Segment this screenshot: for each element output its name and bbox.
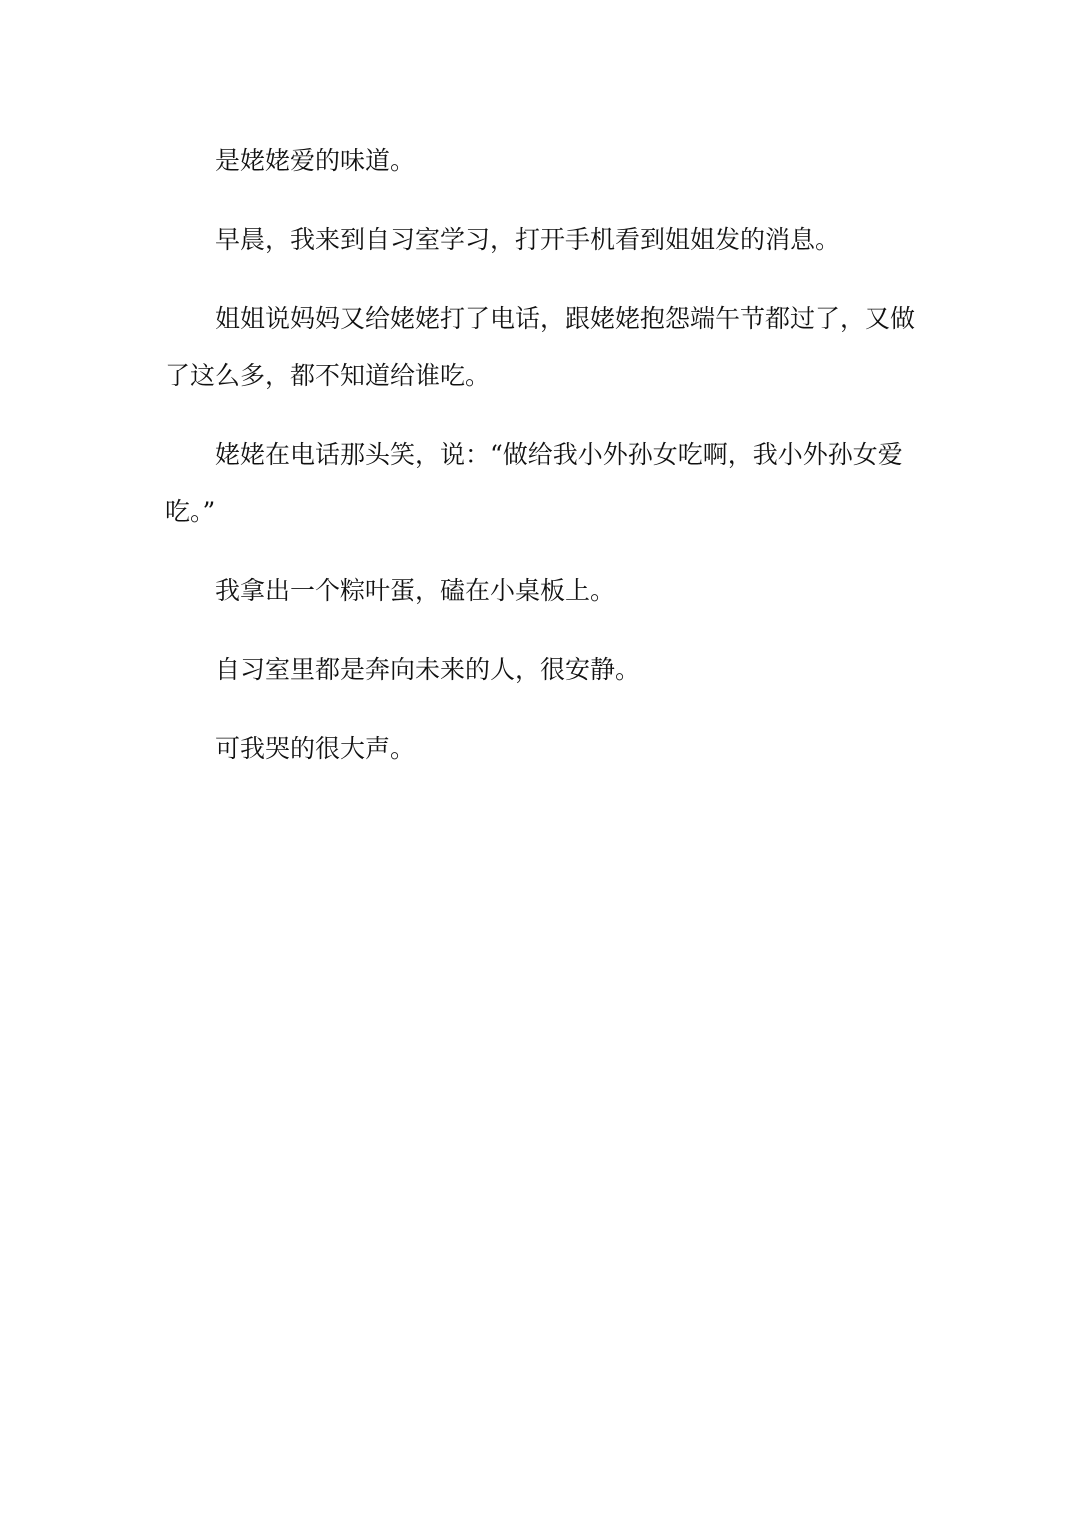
paragraph: 可我哭的很大声。 — [215, 734, 416, 763]
paragraph: 我拿出一个粽叶蛋，磕在小桌板上。 — [215, 576, 616, 605]
paragraph: 是姥姥爱的味道。 — [215, 146, 416, 175]
paragraph: 早晨，我来到自习室学习，打开手机看到姐姐发的消息。 — [215, 225, 841, 254]
paragraph: 姐姐说妈妈又给姥姥打了电话，跟姥姥抱怨端午节都过了，又做了这么多，都不知道给谁吃。 — [165, 304, 916, 390]
document-body — [165, 132, 921, 799]
paragraph: 姥姥在电话那头笑，说：“做给我小外孙女吃啊，我小外孙女爱吃。” — [165, 440, 903, 526]
paragraph: 自习室里都是奔向未来的人，很安静。 — [215, 655, 641, 684]
